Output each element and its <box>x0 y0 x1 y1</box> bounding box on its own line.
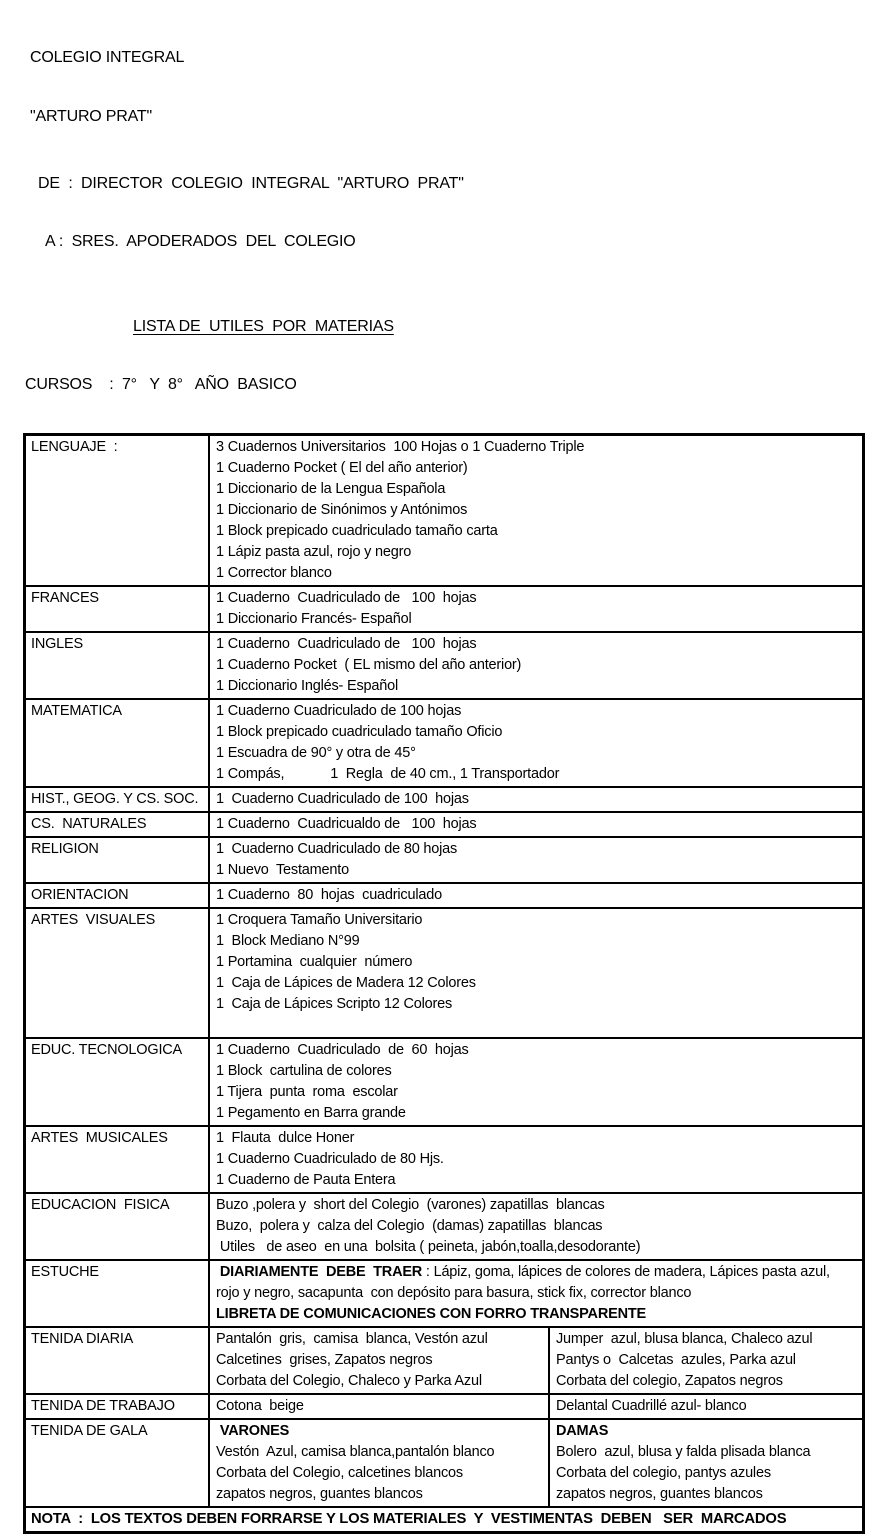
item-line: 1 Portamina cualquier número <box>216 954 413 970</box>
item-line: 1 Cuaderno de Pauta Entera <box>216 1172 396 1188</box>
item-line: 1 Diccionario Francés- Español <box>216 611 412 627</box>
item-line: 1 Nuevo Testamento <box>216 862 349 878</box>
item-line: 1 Cuaderno Pocket ( EL mismo del año anterior) <box>216 657 522 673</box>
item-line: Corbata del colegio, Zapatos negros <box>556 1373 783 1389</box>
content-left <box>210 1420 550 1506</box>
table-row <box>26 1418 862 1506</box>
table-row <box>26 698 862 786</box>
content-cell <box>210 436 862 585</box>
table-row <box>26 1192 862 1259</box>
content-right <box>550 1328 862 1393</box>
subject-label: ARTES MUSICALES <box>26 1127 210 1192</box>
content-cell <box>210 909 862 1037</box>
item-line: 1 Cuaderno Cuadriculado de 80 hojas <box>216 841 458 857</box>
content-cell <box>210 1261 862 1326</box>
table-row <box>26 907 862 1037</box>
item-line: Pantys o Calcetas azules, Parka azul <box>556 1352 796 1368</box>
table-row <box>26 1259 862 1326</box>
note-cell: NOTA : LOS TEXTOS DEBEN FORRARSE Y LOS MATERIALES Y VESTIMENTAS DEBEN SER MARCADOS <box>31 1511 787 1527</box>
subject-label: EDUC. TECNOLOGICA <box>26 1039 210 1125</box>
item-line: rojo y negro, sacapunta con depósito para basura, stick fix, corrector blanco <box>216 1285 692 1301</box>
table-row <box>26 811 862 836</box>
item-line: 1 Corrector blanco <box>216 565 332 581</box>
courses-line: CURSOS : 7° Y 8° AÑO BASICO <box>25 376 297 393</box>
bold-text-segment: DIARIAMENTE DEBE TRAER <box>216 1264 426 1280</box>
org-name-line2: "ARTURO PRAT" <box>30 108 152 125</box>
item-line: 1 Block prepicado cuadriculado tamaño Oficio <box>216 724 503 740</box>
to-line: A : SRES. APODERADOS DEL COLEGIO <box>45 233 356 250</box>
item-line: 1 Diccionario de la Lengua Española <box>216 481 446 497</box>
item-line: Corbata del Colegio, calcetines blancos <box>216 1465 463 1481</box>
subject-label: CS. NATURALES <box>26 813 210 836</box>
table-row <box>26 1037 862 1125</box>
item-line: 1 Caja de Lápices Scripto 12 Colores <box>216 996 453 1012</box>
subject-label: MATEMATICA <box>26 700 210 786</box>
item-line: 1 Cuaderno Cuadriculado de 80 Hjs. <box>216 1151 444 1167</box>
item-line: Utiles de aseo en una bolsita ( peineta, jabón,toalla,desodorante) <box>216 1239 641 1255</box>
item-line: 1 Escuadra de 90° y otra de 45° <box>216 745 416 761</box>
subject-label: ESTUCHE <box>26 1261 210 1326</box>
item-line: LIBRETA DE COMUNICACIONES CON FORRO TRANSPARENTE <box>216 1306 646 1322</box>
content-right <box>550 1395 862 1418</box>
item-line: 1 Diccionario de Sinónimos y Antónimos <box>216 502 468 518</box>
subject-label: ORIENTACION <box>26 884 210 907</box>
item-line: Corbata del colegio, pantys azules <box>556 1465 771 1481</box>
subject-label: TENIDA DIARIA <box>26 1328 210 1393</box>
item-line: Vestón Azul, camisa blanca,pantalón blanco <box>216 1444 495 1460</box>
document-title: LISTA DE UTILES POR MATERIAS <box>133 318 394 335</box>
subject-label: LENGUAJE : <box>26 436 210 585</box>
org-name-line1: COLEGIO INTEGRAL <box>30 49 185 66</box>
content-right <box>550 1420 862 1506</box>
item-line: Cotona beige <box>216 1398 304 1414</box>
content-cell <box>210 700 862 786</box>
item-line: 1 Compás, 1 Regla de 40 cm., 1 Transportador <box>216 766 560 782</box>
content-cell <box>210 788 862 811</box>
content-left <box>210 1328 550 1393</box>
item-line: 1 Block cartulina de colores <box>216 1063 392 1079</box>
item-line: 1 Cuaderno Cuadriculado de 60 hojas <box>216 1042 469 1058</box>
item-line: 1 Cuaderno Pocket ( El del año anterior) <box>216 460 468 476</box>
table-row <box>26 882 862 907</box>
item-line: 1 Block Mediano N°99 <box>216 933 360 949</box>
table-row <box>26 836 862 882</box>
content-cell <box>210 587 862 631</box>
item-line: 1 Cuaderno Cuadriculado de 100 hojas <box>216 636 477 652</box>
item-line: 1 Cuaderno Cuadriculado de 100 hojas <box>216 703 462 719</box>
subject-label: EDUCACION FISICA <box>26 1194 210 1259</box>
item-line <box>216 1015 858 1036</box>
item-line: DAMAS <box>556 1423 609 1439</box>
table-row <box>26 1125 862 1192</box>
item-line: Jumper azul, blusa blanca, Chaleco azul <box>556 1331 813 1347</box>
subject-label: HIST., GEOG. Y CS. SOC. <box>26 788 210 811</box>
item-line: 1 Block prepicado cuadriculado tamaño carta <box>216 523 498 539</box>
table-row <box>26 1506 862 1531</box>
item-line: Bolero azul, blusa y falda plisada blanca <box>556 1444 811 1460</box>
supplies-table <box>23 433 865 1534</box>
item-line: Delantal Cuadrillé azul- blanco <box>556 1398 747 1414</box>
item-line: 1 Pegamento en Barra grande <box>216 1105 406 1121</box>
item-line: 1 Tijera punta roma escolar <box>216 1084 398 1100</box>
subject-label: TENIDA DE GALA <box>26 1420 210 1506</box>
subject-label: RELIGION <box>26 838 210 882</box>
table-row <box>26 1326 862 1393</box>
table-row <box>26 1393 862 1418</box>
item-line: 1 Flauta dulce Honer <box>216 1130 355 1146</box>
subject-label: TENIDA DE TRABAJO <box>26 1395 210 1418</box>
item-line: 1 Caja de Lápices de Madera 12 Colores <box>216 975 476 991</box>
subject-label: INGLES <box>26 633 210 698</box>
item-line: Buzo, polera y calza del Colegio (damas) zapatillas blancas <box>216 1218 603 1234</box>
table-row <box>26 436 862 585</box>
item-line: 3 Cuadernos Universitarios 100 Hojas o 1 Cuaderno Triple <box>216 439 585 455</box>
table-row <box>26 631 862 698</box>
content-left <box>210 1395 550 1418</box>
from-line: DE : DIRECTOR COLEGIO INTEGRAL "ARTURO PRAT" <box>38 175 464 192</box>
item-line: Corbata del Colegio, Chaleco y Parka Azul <box>216 1373 482 1389</box>
content-cell <box>210 813 862 836</box>
item-line: VARONES <box>216 1423 290 1439</box>
item-line: Buzo ,polera y short del Colegio (varones) zapatillas blancas <box>216 1197 605 1213</box>
document-header <box>23 10 865 431</box>
item-line: Calcetines grises, Zapatos negros <box>216 1352 433 1368</box>
content-cell <box>210 884 862 907</box>
subject-label: ARTES VISUALES <box>26 909 210 1037</box>
item-line: 1 Diccionario Inglés- Español <box>216 678 398 694</box>
item-line: zapatos negros, guantes blancos <box>556 1486 763 1502</box>
content-cell <box>210 1127 862 1192</box>
item-line: 1 Lápiz pasta azul, rojo y negro <box>216 544 412 560</box>
item-line: Pantalón gris, camisa blanca, Vestón azul <box>216 1331 488 1347</box>
content-cell <box>210 1194 862 1259</box>
content-cell <box>210 838 862 882</box>
item-line: 1 Croquera Tamaño Universitario <box>216 912 423 928</box>
item-line <box>216 1262 858 1283</box>
item-line: 1 Cuaderno Cuadriculado de 100 hojas <box>216 590 477 606</box>
content-cell <box>210 1039 862 1125</box>
item-line: 1 Cuaderno Cuadriculado de 100 hojas <box>216 791 469 807</box>
item-line: 1 Cuaderno Cuadricualdo de 100 hojas <box>216 816 477 832</box>
table-row <box>26 585 862 631</box>
text-segment: : Lápiz, goma, lápices de colores de madera, Lápices pasta azul, <box>425 1264 830 1280</box>
subject-label: FRANCES <box>26 587 210 631</box>
table-row <box>26 786 862 811</box>
item-line: zapatos negros, guantes blancos <box>216 1486 423 1502</box>
item-line: 1 Cuaderno 80 hojas cuadriculado <box>216 887 442 903</box>
content-cell <box>210 633 862 698</box>
